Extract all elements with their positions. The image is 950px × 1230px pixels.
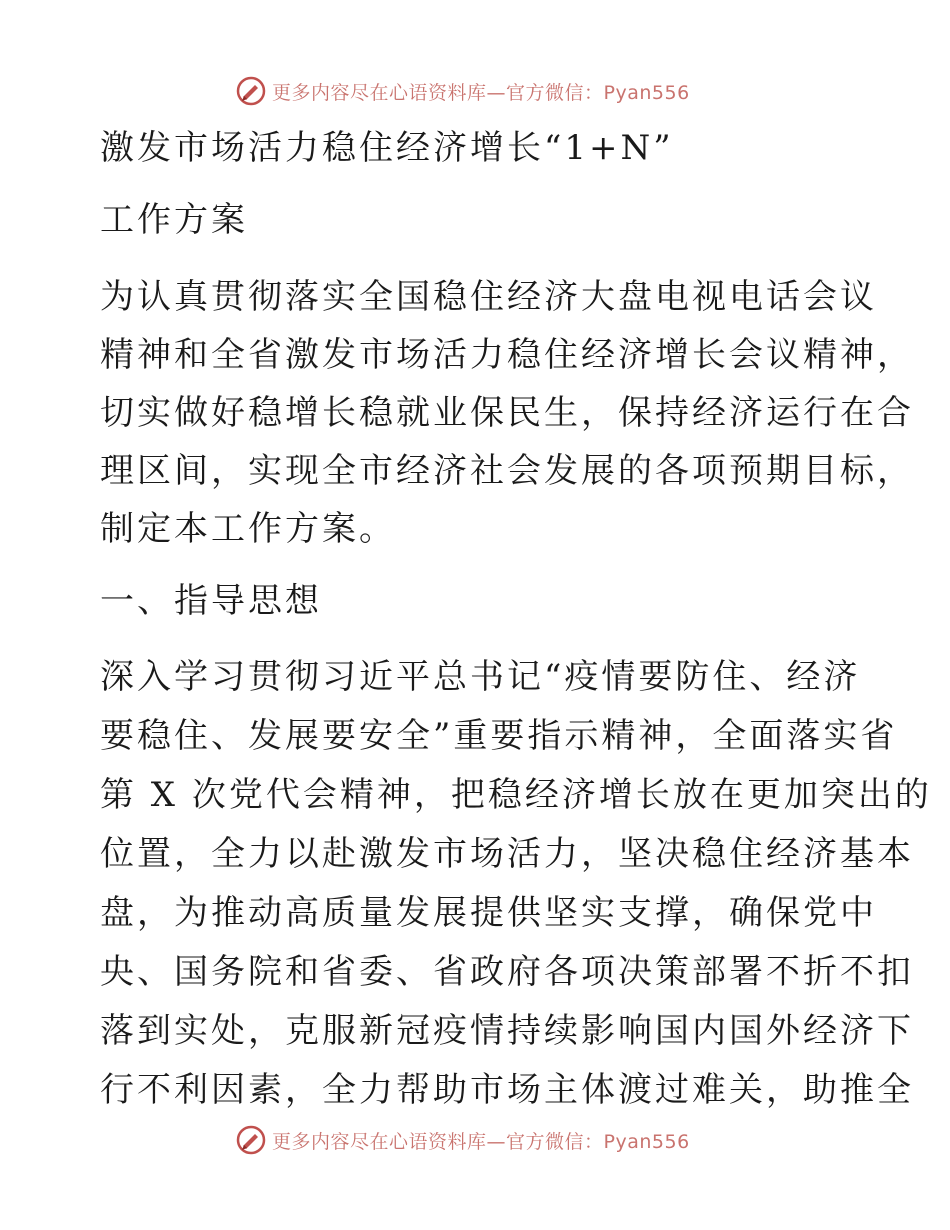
- paragraph-line: 第 X 次党代会精神，把稳经济增长放在更加突出的: [100, 775, 932, 815]
- paragraph-line: 位置，全力以赴激发市场活力，坚决稳住经济基本: [100, 834, 914, 874]
- paragraph-line: 深入学习贯彻习近平总书记“疫情要防住、经济: [100, 657, 861, 697]
- paragraph-line: 切实做好稳增长稳就业保民生，保持经济运行在合: [100, 393, 914, 433]
- watermark-text: 更多内容尽在心语资料库—官方微信：Pyan556: [272, 81, 690, 104]
- paragraph-line: 盘，为推动高质量发展提供坚实支撑，确保党中: [100, 893, 877, 933]
- paragraph-line: 央、国务院和省委、省政府各项决策部署不折不扣: [100, 952, 914, 992]
- footer-watermark: [236, 1123, 690, 1157]
- pen-logo-icon: [236, 1125, 266, 1155]
- section-heading: 一、指导思想: [100, 581, 322, 621]
- pen-logo-icon: [236, 76, 266, 106]
- header-watermark: [236, 74, 690, 108]
- document-subtitle: 工作方案: [100, 200, 248, 240]
- paragraph-line: 要稳住、发展要安全”重要指示精神，全面落实省: [100, 716, 898, 756]
- paragraph-line: 精神和全省激发市场活力稳住经济增长会议精神，: [100, 335, 914, 375]
- paragraph-line: 理区间，实现全市经济社会发展的各项预期目标，: [100, 451, 914, 491]
- paragraph-line: 为认真贯彻落实全国稳住经济大盘电视电话会议: [100, 277, 877, 317]
- paragraph-line: 行不利因素，全力帮助市场主体渡过难关，助推全: [100, 1070, 914, 1110]
- paragraph-line: 落到实处，克服新冠疫情持续影响国内国外经济下: [100, 1011, 914, 1051]
- watermark-text: 更多内容尽在心语资料库—官方微信：Pyan556: [272, 1130, 690, 1153]
- document-title: 激发市场活力稳住经济增长“1+N”: [100, 128, 674, 168]
- paragraph-line: 制定本工作方案。: [100, 509, 396, 549]
